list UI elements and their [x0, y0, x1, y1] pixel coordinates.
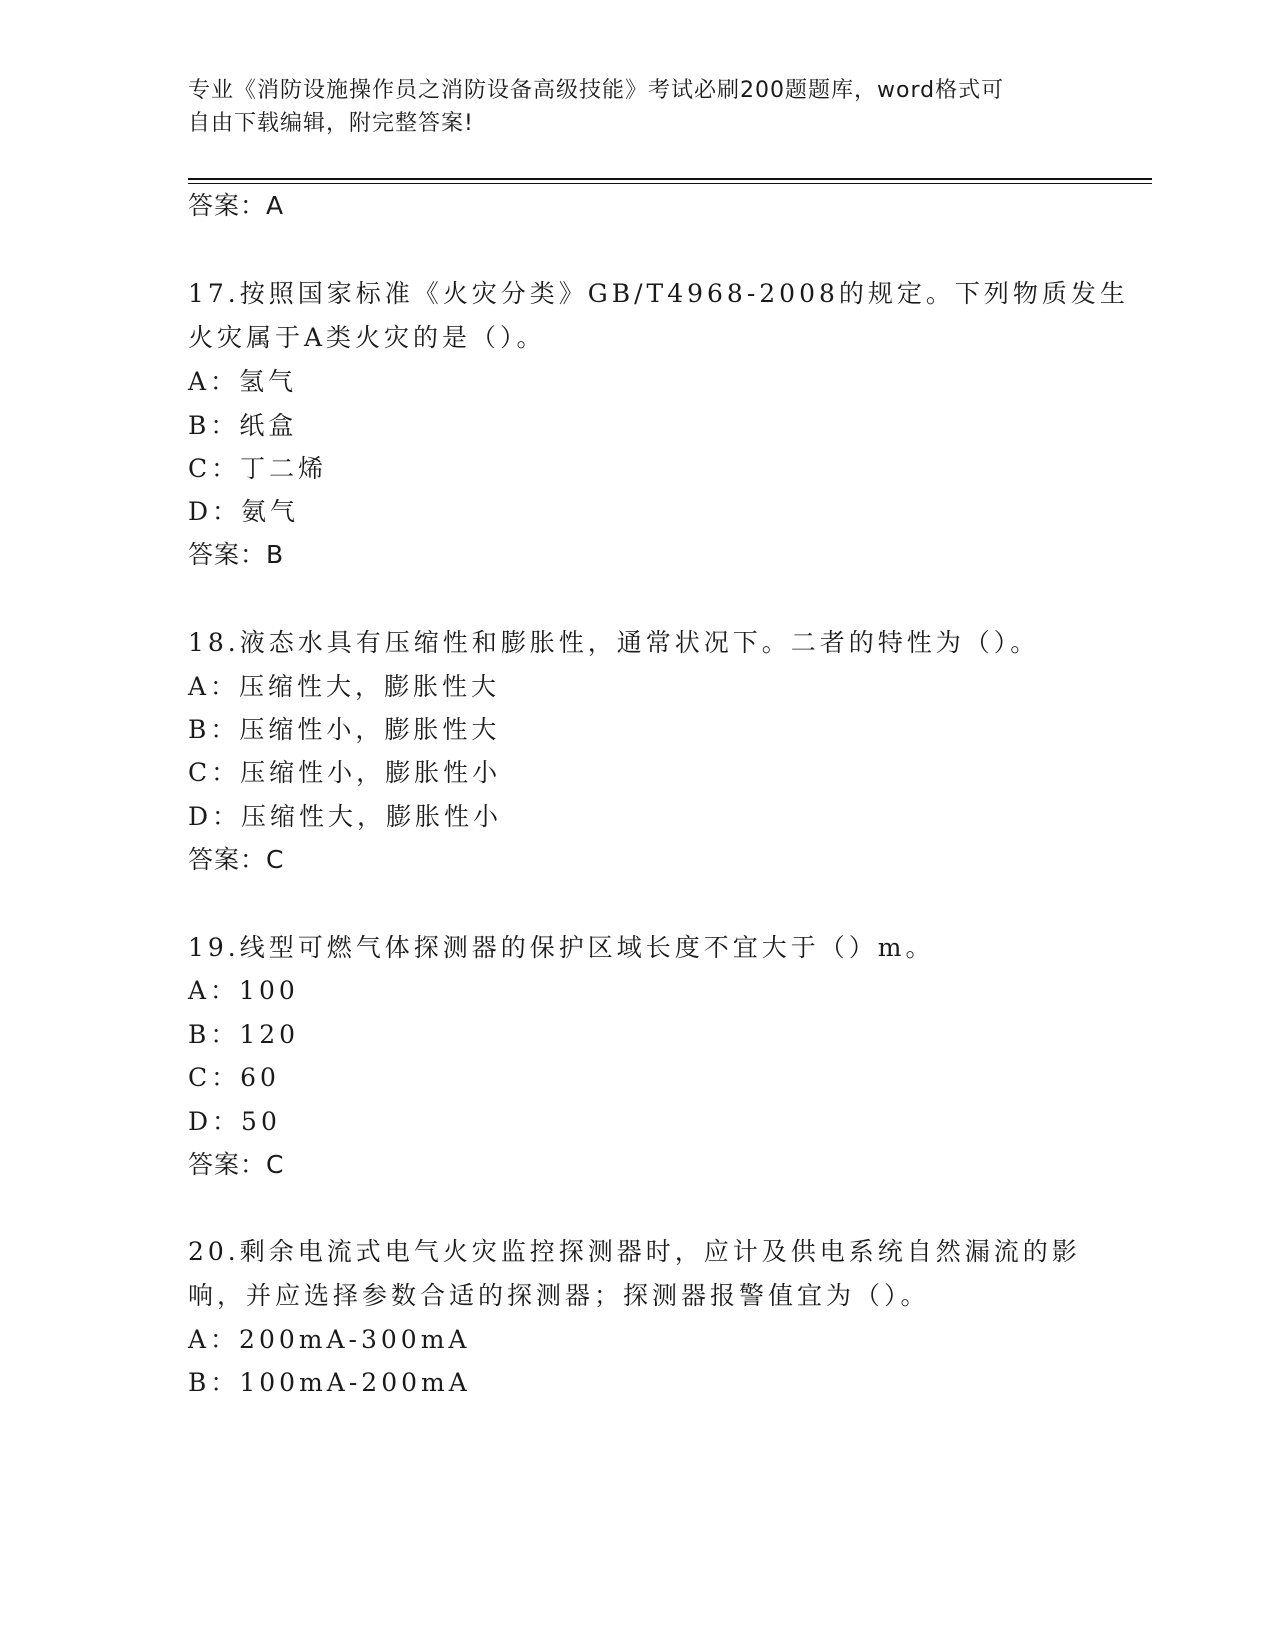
option-b: B：纸盒 [188, 411, 298, 440]
answer-line: 答案：C [188, 845, 285, 874]
option-a: A：压缩性大，膨胀性大 [188, 672, 501, 701]
question-stem: 响，并应选择参数合适的探测器；探测器报警值宜为（）。 [188, 1281, 930, 1310]
header-rule-thin [188, 183, 1152, 184]
option-c: C：60 [188, 1063, 280, 1092]
answer-line: 答案：B [188, 540, 285, 569]
option-a: A：氢气 [188, 367, 298, 396]
option-d: D：50 [188, 1107, 281, 1136]
option-b: B：120 [188, 1020, 300, 1049]
answer-line: 答案：A [188, 191, 285, 220]
option-a: A：100 [188, 976, 299, 1005]
header-rule [188, 178, 1152, 180]
option-c: C：压缩性小，膨胀性小 [188, 758, 502, 787]
page-header [188, 74, 1068, 140]
option-c: C：丁二烯 [188, 454, 328, 483]
question-stem: 20.剩余电流式电气火灾监控探测器时，应计及供电系统自然漏流的影 [188, 1237, 1081, 1266]
question-stem: 火灾属于A类火灾的是（）。 [188, 323, 546, 352]
option-b: B：100mA-200mA [188, 1368, 471, 1397]
question-stem: 19.线型可燃气体探测器的保护区域长度不宜大于（）m。 [188, 933, 935, 962]
question-stem: 17.按照国家标准《火灾分类》GB/T4968-2008的规定。下列物质发生 [188, 279, 1129, 308]
header-line-1: 专业《消防设施操作员之消防设备高级技能》考试必刷200题题库，word格式可 [188, 78, 1005, 103]
header-line-2: 自由下载编辑，附完整答案! [188, 111, 474, 136]
option-d: D：氨气 [188, 497, 300, 526]
option-a: A：200mA-300mA [188, 1325, 471, 1354]
option-b: B：压缩性小，膨胀性大 [188, 715, 501, 744]
answer-line: 答案：C [188, 1150, 285, 1179]
option-d: D：压缩性大，膨胀性小 [188, 802, 503, 831]
question-stem: 18.液态水具有压缩性和膨胀性，通常状况下。二者的特性为（）。 [188, 628, 1040, 657]
